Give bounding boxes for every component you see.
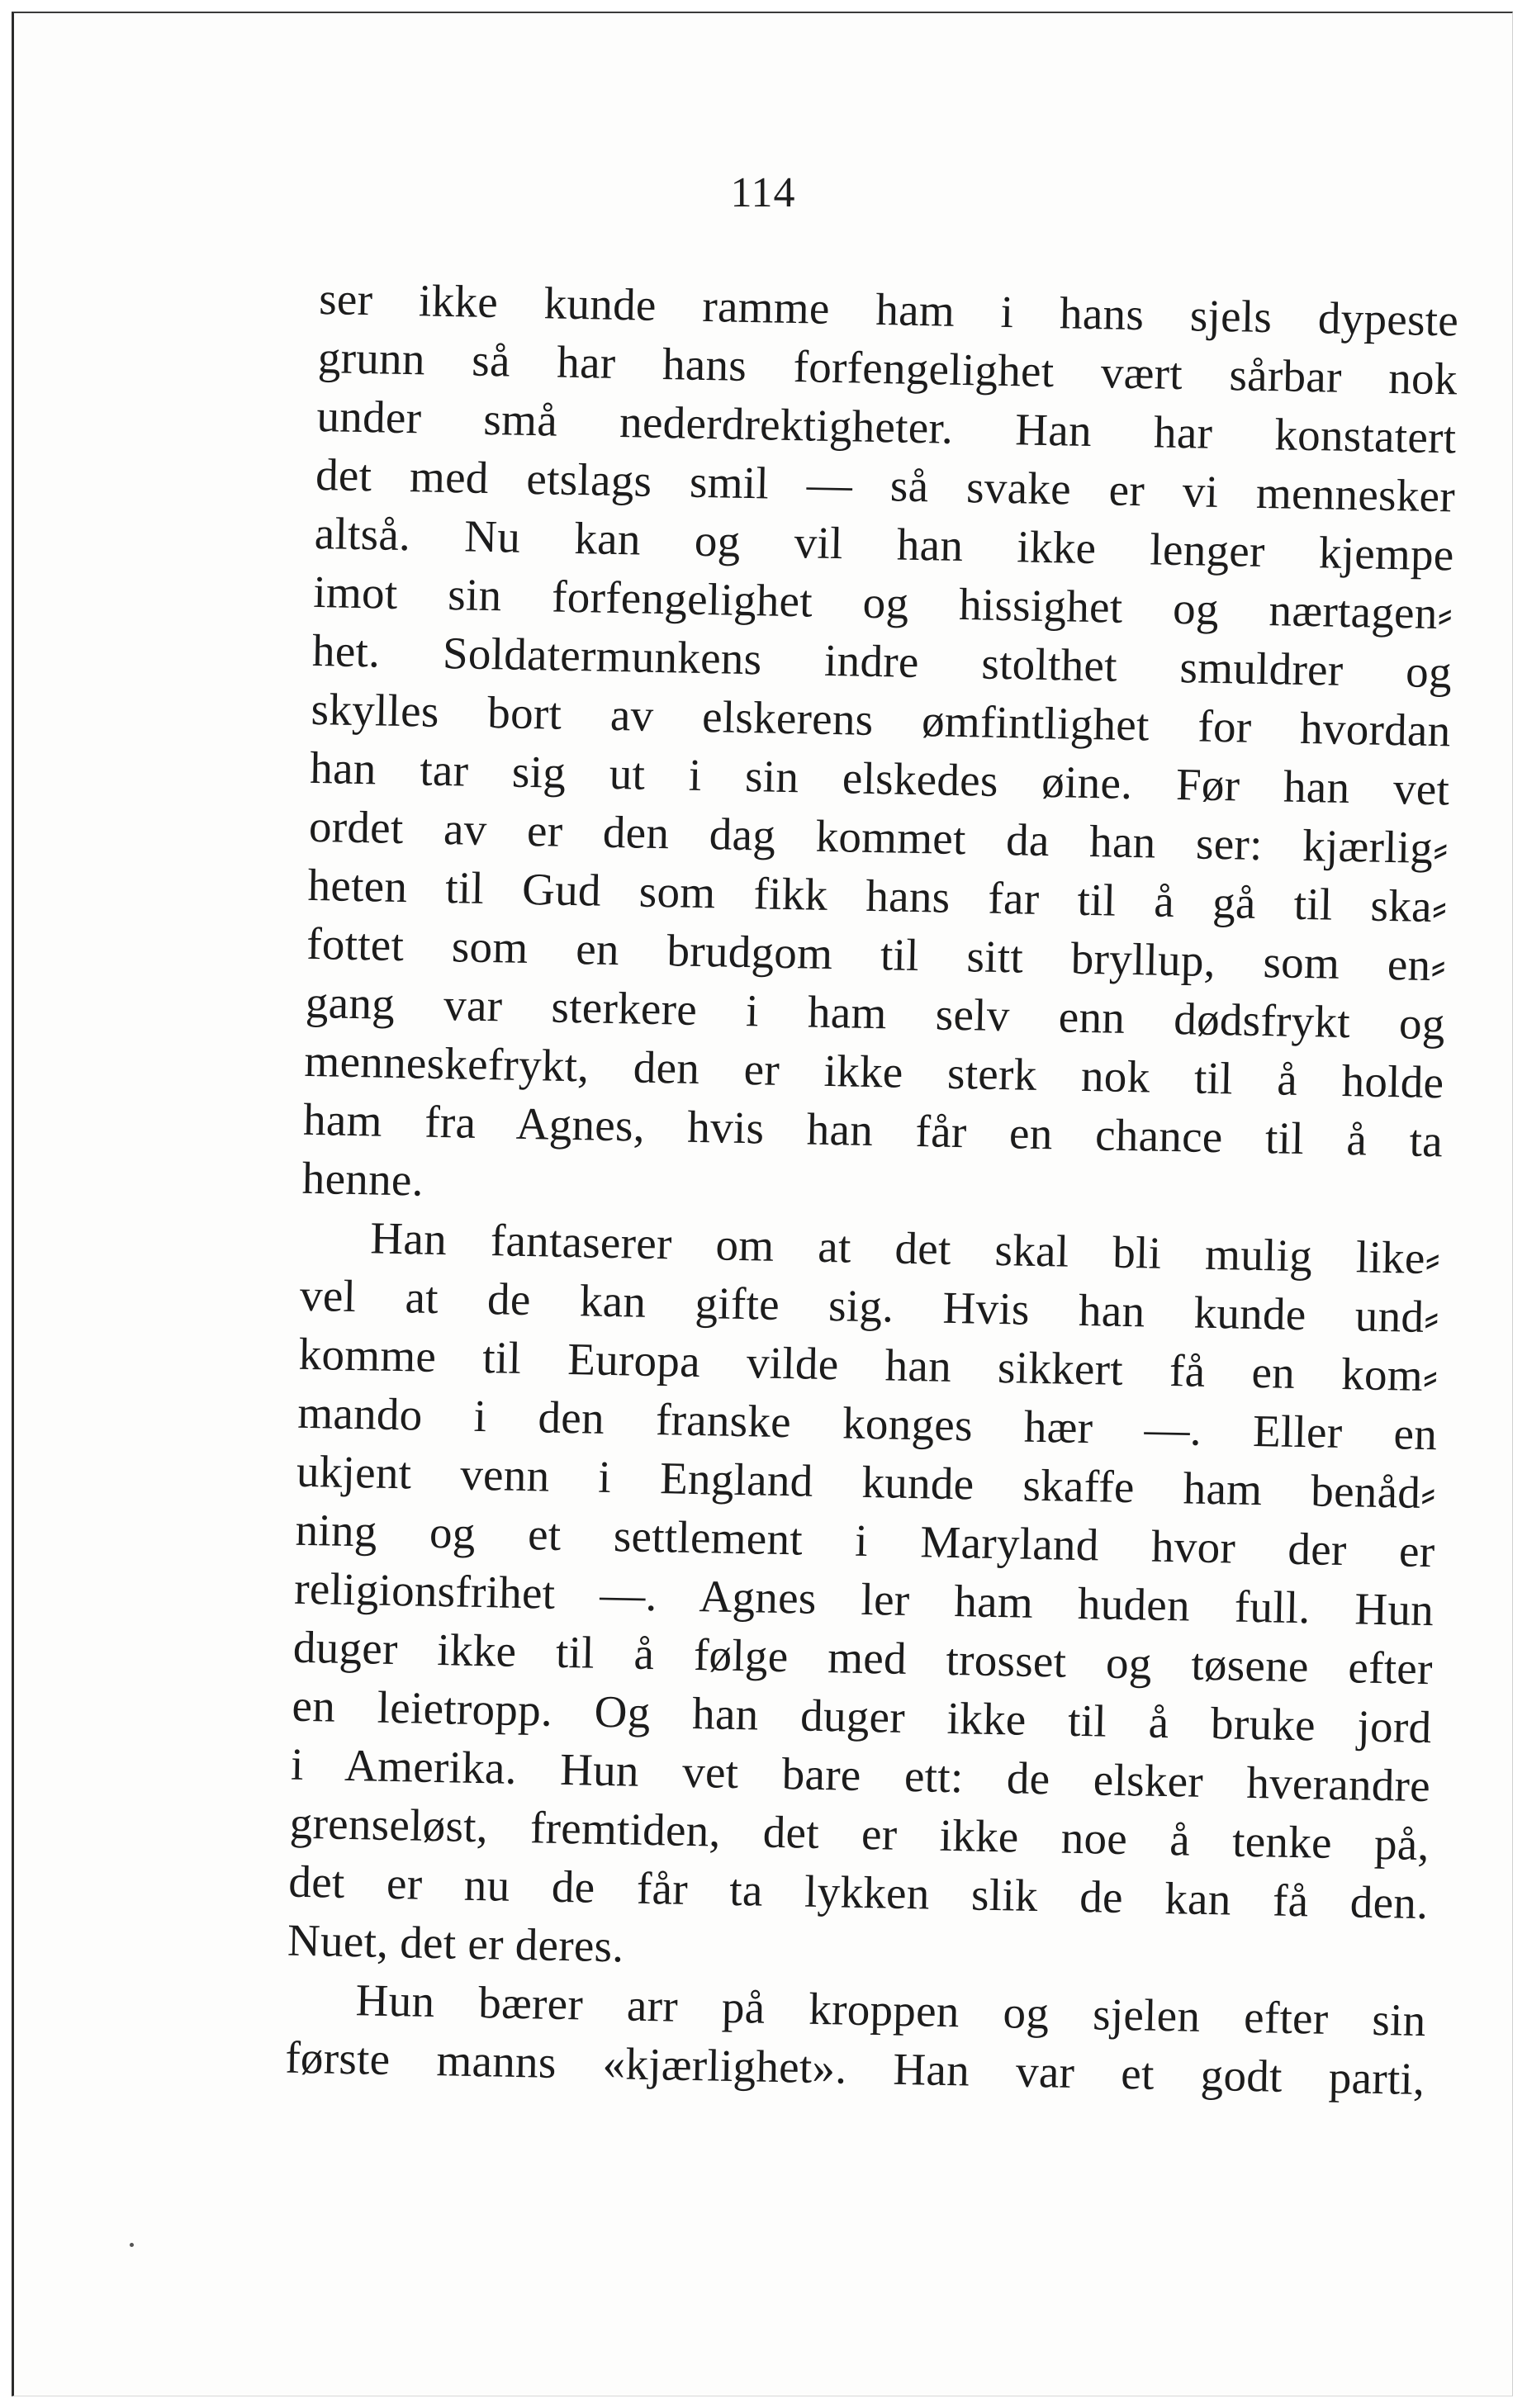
paragraph — [301, 269, 1459, 1229]
text-line: heten til Gud som fikk hans far til å gå til ska⸗ — [307, 859, 1449, 932]
text-line: ham fra Agnes, hvis han får en chance til å ta — [302, 1093, 1444, 1167]
text-line: komme til Europa vilde han sikkert få en kom⸗ — [298, 1328, 1439, 1401]
text-line: duger ikke til å følge med trosset og tøsene efter — [292, 1621, 1434, 1695]
page-number: 114 — [730, 169, 796, 216]
text-line: gang var sterkere i ham selv enn dødsfrykt og — [305, 976, 1446, 1050]
text-line: under små nederdrektigheter. Han har konstatert — [316, 390, 1457, 463]
text-line: første manns «kjærlighet». Han var et godt parti, — [284, 2031, 1425, 2105]
text-line: skylles bort av elskerens ømfintlighet for hvordan — [311, 683, 1452, 756]
text-line: het. Soldatermunkens indre stolthet smuldrer og — [311, 624, 1453, 698]
text-line: menneskefrykt, den er ikke sterk nok til å holde — [304, 1035, 1444, 1108]
paragraph — [287, 1207, 1440, 1991]
text-line: Hun bærer arr på kroppen og sjelen efter sin — [355, 1974, 1427, 2046]
text-line: vel at de kan gifte sig. Hvis han kunde und⸗ — [299, 1269, 1440, 1343]
text-line: altså. Nu kan og vil han ikke lenger kjempe — [314, 507, 1455, 581]
text-line: ning og et settlement i Maryland hvor der er — [295, 1504, 1436, 1577]
body-text — [285, 269, 1459, 2108]
text-line: det er nu de får ta lykken slik de kan få den. — [287, 1856, 1429, 1929]
text-line: fottet som en brudgom til sitt bryllup, som en⸗ — [306, 917, 1447, 991]
scan-speck — [130, 2243, 134, 2247]
text-line: imot sin forfengelighet og hissighet og nærtagen⸗ — [312, 566, 1453, 639]
paragraph — [285, 1970, 1426, 2108]
text-line: grenseløst, fremtiden, det er ikke noe å tenke på, — [289, 1797, 1430, 1870]
text-line: han tar sig ut i sin elskedes øine. Før han vet — [309, 742, 1450, 815]
text-line: henne. — [301, 1152, 424, 1206]
text-line: det med etslags smil — så svake er vi mennesker — [315, 448, 1456, 522]
book-page — [12, 12, 1513, 2396]
text-line: i Amerika. Hun vet bare ett: de elsker hverandre — [290, 1738, 1431, 1812]
text-line: Nuet, det er deres. — [287, 1914, 624, 1972]
text-line: ordet av er den dag kommet da han ser: kjærlig⸗ — [308, 800, 1449, 874]
text-line: en leietropp. Og han duger ikke til å bruke jord — [292, 1680, 1432, 1753]
text-line: mando i den franske konges hær —. Eller en — [296, 1386, 1438, 1460]
text-line: Han fantaserer om at det skal bli mulig like⸗ — [369, 1212, 1441, 1284]
text-line: ser ikke kunde ramme ham i hans sjels dypeste — [318, 273, 1459, 346]
text-line: religionsfrihet —. Agnes ler ham huden full. Hun — [293, 1562, 1435, 1636]
text-line: grunn så har hans forfengelighet vært sårbar nok — [317, 331, 1458, 405]
text-line: ukjent venn i England kunde skaffe ham benåd⸗ — [296, 1445, 1437, 1519]
